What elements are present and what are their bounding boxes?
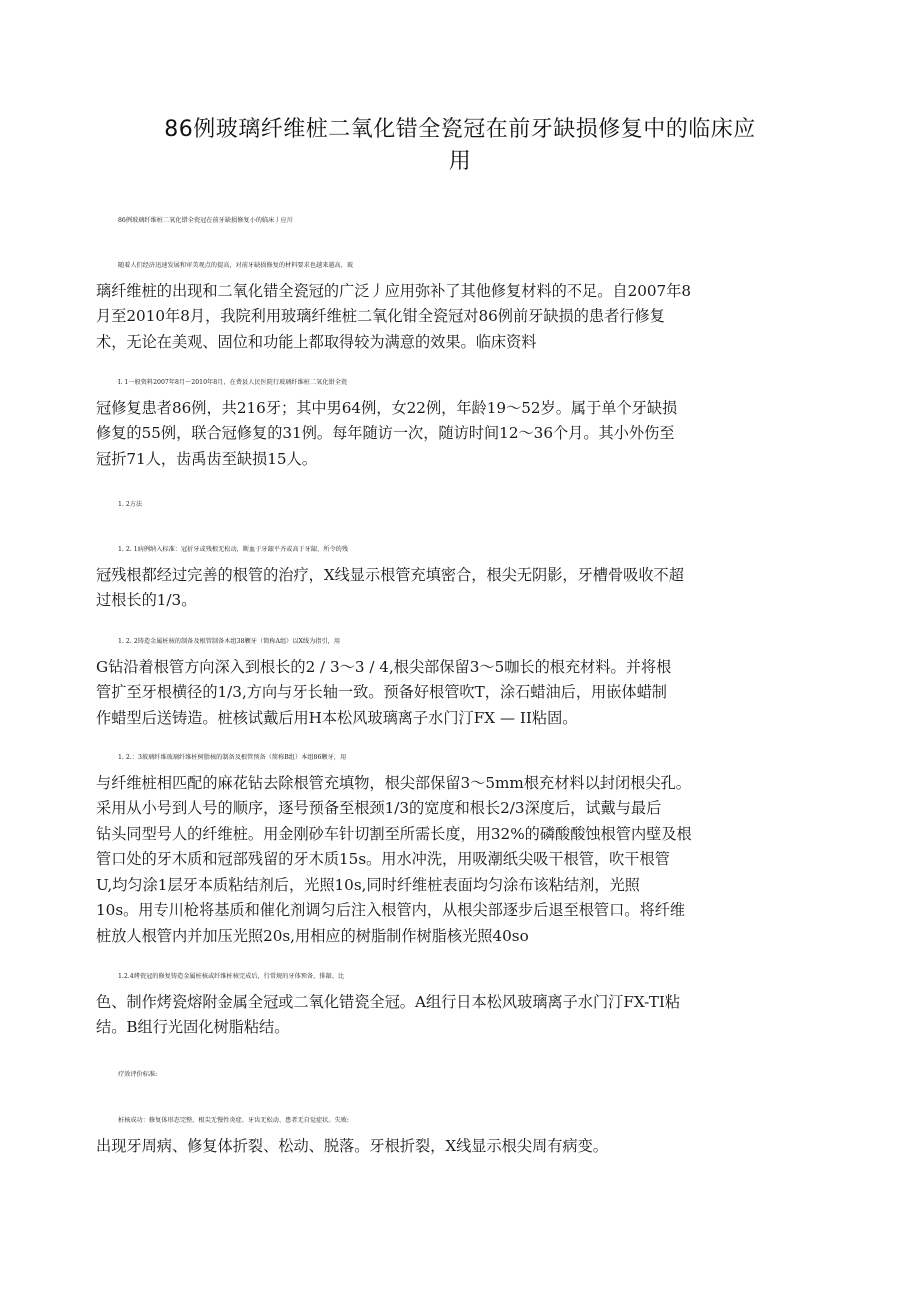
text-line: 1.2.4烤瓷冠的修复铸造金属桩核或纤维桩核完成后，行常规的牙体预备，排龈、比: [118, 973, 345, 980]
text-line: 1. 2. 2铸造金属桩核的制备及根管制备木组38颗牙（简称A组）以X线为指引，用: [118, 638, 341, 645]
document-title: [100, 114, 820, 178]
text-line: 1. 2.：3玻璃纤维玻璃纤维桩树脂核的制备及根管预备（简称B组）本组86颗牙，用: [118, 754, 347, 761]
text-line: 桩核成功：修复体形态完整、根尖无慢性炎症、牙齿无松动、患者无自觉症状。失败:: [118, 1117, 350, 1124]
intro-paragraph: [96, 253, 776, 355]
text-line: 出现牙周病、修复体折裂、松动、脱落。牙根折裂，X线显示根尖周有病变。: [96, 1136, 608, 1155]
text-line: 疗效评价标准:: [118, 1071, 158, 1078]
text-line: G钻沿着根管方向深入到根长的2 / 3〜3 / 4,根尖部保留3〜5咖长的根充材料。并将根: [96, 657, 672, 676]
section-1-2-heading: [96, 492, 772, 518]
text-line: 术，无论在美观、固位和功能上都取得较为满意的效果。临床资料: [96, 332, 537, 351]
text-line: 与纤维桩相匹配的麻花钻去除根管充填物，根尖部保留3〜5mm根充材料以封闭根尖孔。: [96, 773, 691, 792]
text-line: 璃纤维桩的出现和二氧化错全瓷冠的广泛丿应用弥补了其他修复材料的不足。自2007年8: [96, 281, 692, 300]
text-line: 色、制作烤瓷熔附金属全冠或二氧化错瓷全冠。A组行日本松风玻璃离子水门汀FX-TI粘: [96, 992, 681, 1011]
section-1-2-3-paragraph: [96, 745, 772, 949]
text-line: 作蜡型后送铸造。桩核试戴后用H本松风玻璃离子水门汀FX — II粘固。: [96, 708, 578, 727]
text-line: 管扩至牙根横径的1/3,方向与牙长轴一致。预备好根管吹T，涂石蜡油后，用嵌体蜡制: [96, 683, 667, 701]
text-line: 冠残根都经过完善的根管的治疗，X线显示根管充填密合，根尖无阴影，牙槽骨吸收不超: [96, 565, 684, 584]
text-line: 修复的55例，联合冠修复的31例。每年随访一次，随访时间12〜36个月。其小外伤至: [96, 424, 675, 442]
section-1-2-1-paragraph: [96, 537, 772, 614]
text-line: 86例玻璃纤维桩二氧化错全瓷冠在前牙缺损修复小的临床丿应川: [118, 217, 293, 224]
text-line: 冠折71人，齿禹齿至缺损15人。: [96, 449, 317, 468]
section-1-1-paragraph: [96, 370, 772, 472]
text-line: 10s。用专川枪将基质和催化剂调匀后注入根管内，从根尖部逐步后退至根管口。将纤维: [96, 901, 686, 919]
text-line: 管口处的牙木质和冠部残留的牙木质15s。用水冲洗，用吸潮纸尖吸干根管，吹干根管: [96, 850, 670, 868]
text-line: 冠修复患者86例，共216牙；其中男64例，女22例，年龄19〜52岁。属于单个牙缺损: [96, 398, 678, 417]
text-line: 随着人们经济迅速发展和审美观点的提高，对前牙缺损修复的材料要求也越来越高，玻: [118, 262, 354, 269]
title-line: 用: [448, 149, 472, 174]
text-line: 桩放人根管内并加压光照20s,用相应的树脂制作树脂核光照40so: [96, 926, 529, 945]
text-line: 1. 2. 1病例纳入标准：冠折牙或残根无松动，断血于牙龈平齐或高于牙龈，所令的残: [118, 546, 349, 553]
text-line: I. 1一般资料2007年8月〜2010年8月，在费县人民医院行玻璃纤维桩二氧化钳全瓷: [118, 379, 348, 386]
criteria-paragraph: [96, 1108, 772, 1159]
section-1-2-2-paragraph: [96, 629, 772, 731]
subtitle-paragraph: [96, 208, 772, 234]
section-1-2-4-paragraph: [96, 964, 772, 1041]
text-line: 1. 2方法: [118, 501, 143, 508]
criteria-heading: [96, 1062, 772, 1088]
text-line: 过根长的1/3。: [96, 591, 197, 609]
text-line: U,均匀涂1层牙本质粘结剂后，光照10s,同时纤维桩表面均匀涂布该粘结剂，光照: [96, 875, 640, 894]
title-line: 86例玻璃纤维桩二氧化错全瓷冠在前牙缺损修复中的临床应: [164, 117, 756, 142]
text-line: 月至2010年8月，我院利用玻璃纤维桩二氧化钳全瓷冠对86例前牙缺损的患者行修复: [96, 307, 665, 325]
text-line: 钻头同型号人的纤维桩。用金刚砂车针切割至所需长度，用32%的磷酸酸蚀根管内壁及根: [96, 824, 692, 843]
text-line: 采用从小号到人号的顺序，逐号预备至根颈1/3的宽度和根长2/3深度后，试戴与最后: [96, 799, 662, 817]
text-line: 结。B组行光固化树脂粘结。: [96, 1018, 290, 1036]
